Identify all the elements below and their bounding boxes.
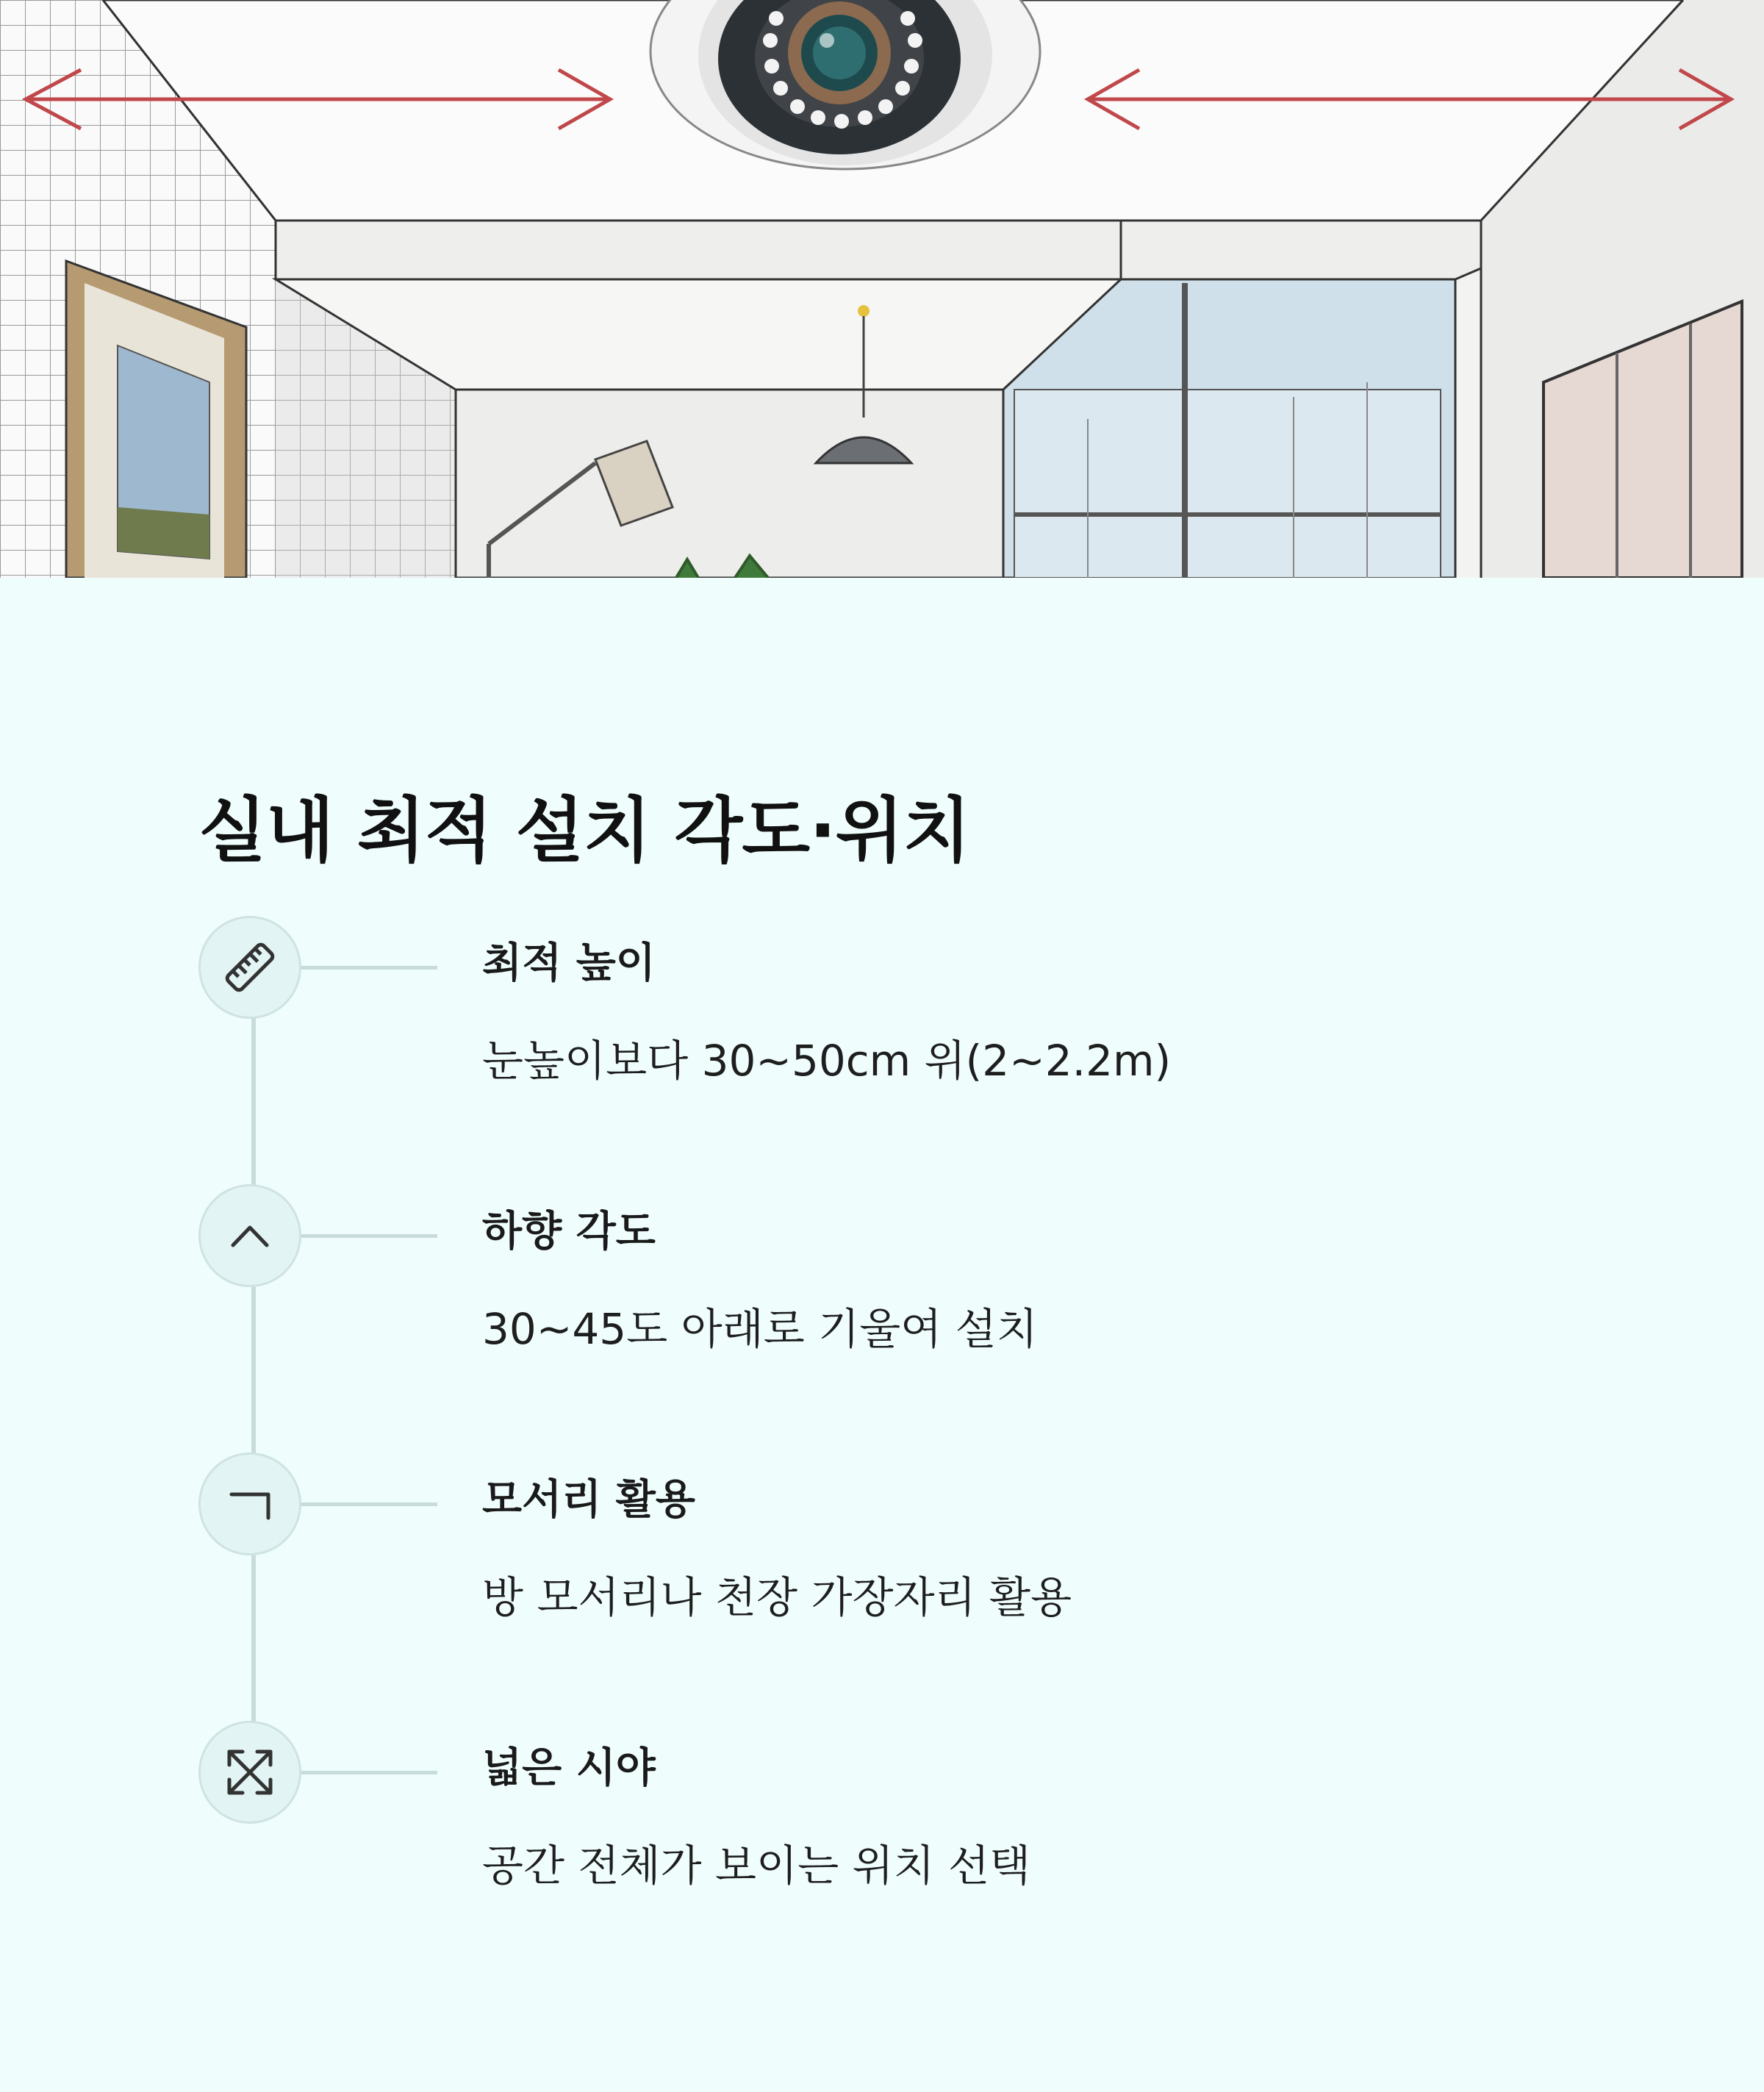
step-connector xyxy=(301,1234,437,1238)
expand-arrows-icon xyxy=(198,1721,301,1824)
install-guide-section xyxy=(0,578,1764,2092)
step-downward-angle xyxy=(198,1184,1595,1375)
step-optimal-height xyxy=(198,916,1595,1107)
step-connector xyxy=(301,966,437,970)
ruler-icon xyxy=(198,916,301,1019)
step-connector xyxy=(301,1771,437,1774)
step-title: 하향 각도 xyxy=(482,1208,656,1255)
step-use-corners xyxy=(198,1452,1595,1644)
step-title: 모서리 활용 xyxy=(482,1476,695,1524)
step-title: 넓은 시야 xyxy=(482,1744,656,1792)
chevron-up-icon xyxy=(198,1184,301,1287)
hero-illustration xyxy=(0,0,1764,578)
step-description: 30~45도 아래로 기울여 설치 xyxy=(482,1304,1038,1354)
section-title: 실내 최적 설치 각도·위치 xyxy=(198,789,971,872)
step-title: 최적 높이 xyxy=(482,939,656,987)
corner-icon xyxy=(198,1452,301,1555)
step-description: 눈높이보다 30~50cm 위(2~2.2m) xyxy=(482,1036,1172,1086)
step-description: 공간 전체가 보이는 위치 선택 xyxy=(482,1841,1031,1891)
step-wide-view xyxy=(198,1721,1595,1912)
back-wall xyxy=(456,390,1003,578)
step-description: 방 모서리나 천장 가장자리 활용 xyxy=(482,1572,1072,1622)
step-connector xyxy=(301,1502,437,1506)
